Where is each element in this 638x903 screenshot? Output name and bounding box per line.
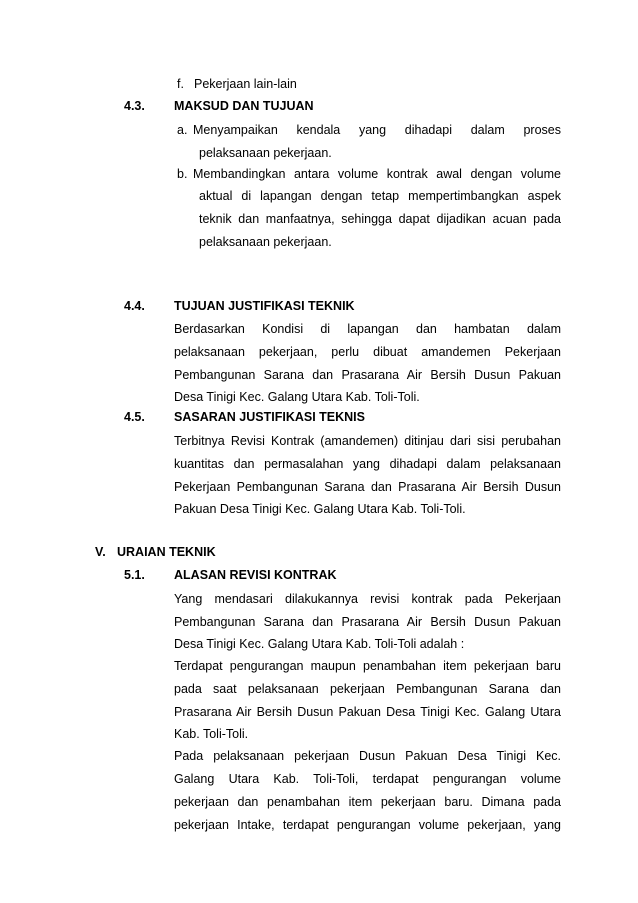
paragraph-5-1-b-line-2: pada saat pelaksanaan pekerjaan Pembangunan Sarana dan <box>174 682 561 696</box>
paragraph-4-5-line-4: Pakuan Desa Tinigi Kec. Galang Utara Kab. Toli-Toli. <box>174 502 466 516</box>
section-title-4-4: TUJUAN JUSTIFIKASI TEKNIK <box>174 299 355 313</box>
paragraph-4-4-line-4: Desa Tinigi Kec. Galang Utara Kab. Toli-Toli. <box>174 390 420 404</box>
section-number-4-5: 4.5. <box>124 410 145 424</box>
paragraph-4-4-line-3: Pembangunan Sarana dan Prasarana Air Bersih Dusun Pakuan <box>174 368 561 382</box>
section-title-5-1: ALASAN REVISI KONTRAK <box>174 568 337 582</box>
paragraph-4-5-line-1: Terbitnya Revisi Kontrak (amandemen) ditinjau dari sisi perubahan <box>174 434 561 448</box>
list-marker-b: b. <box>177 167 188 181</box>
paragraph-5-1-b-line-1: Terdapat pengurangan maupun penambahan item pekerjaan baru <box>174 659 561 673</box>
paragraph-4-4-line-1: Berdasarkan Kondisi di lapangan dan hambatan dalam <box>174 322 561 336</box>
list-item-b-line-3: teknik dan manfaatnya, sehingga dapat dijadikan acuan pada <box>199 212 561 226</box>
list-marker-a: a. <box>177 123 188 137</box>
chapter-title-v: URAIAN TEKNIK <box>117 545 216 559</box>
list-item-b-line-2: aktual di lapangan dengan tetap mempertimbangkan aspek <box>199 189 561 203</box>
chapter-number-v: V. <box>95 545 106 559</box>
paragraph-4-5-line-3: Pekerjaan Pembangunan Sarana dan Prasarana Air Bersih Dusun <box>174 480 561 494</box>
section-number-4-3: 4.3. <box>124 99 145 113</box>
paragraph-5-1-c-line-4: pekerjaan Intake, terdapat pengurangan volume pekerjaan, yang <box>174 818 561 832</box>
list-item-a-line-1: Menyampaikan kendala yang dihadapi dalam proses <box>193 123 561 137</box>
paragraph-5-1-a-line-2: Pembangunan Sarana dan Prasarana Air Bersih Dusun Pakuan <box>174 615 561 629</box>
section-number-5-1: 5.1. <box>124 568 145 582</box>
list-item-f-text: Pekerjaan lain-lain <box>194 77 297 91</box>
paragraph-5-1-c-line-1: Pada pelaksanaan pekerjaan Dusun Pakuan Desa Tinigi Kec. <box>174 749 561 763</box>
section-title-4-5: SASARAN JUSTIFIKASI TEKNIS <box>174 410 365 424</box>
paragraph-5-1-b-line-3: Prasarana Air Bersih Dusun Pakuan Desa Tinigi Kec. Galang Utara <box>174 705 561 719</box>
paragraph-5-1-c-line-3: pekerjaan dan penambahan item pekerjaan baru. Dimana pada <box>174 795 561 809</box>
paragraph-4-4-line-2: pelaksanaan pekerjaan, perlu dibuat amandemen Pekerjaan <box>174 345 561 359</box>
list-item-b-line-4: pelaksanaan pekerjaan. <box>199 235 332 249</box>
paragraph-4-5-line-2: kuantitas dan permasalahan yang dihadapi dalam pelaksanaan <box>174 457 561 471</box>
paragraph-5-1-c-line-2: Galang Utara Kab. Toli-Toli, terdapat pengurangan volume <box>174 772 561 786</box>
section-title-4-3: MAKSUD DAN TUJUAN <box>174 99 314 113</box>
list-item-b-line-1: Membandingkan antara volume kontrak awal dengan volume <box>193 167 561 181</box>
paragraph-5-1-a-line-3: Desa Tinigi Kec. Galang Utara Kab. Toli-Toli adalah : <box>174 637 465 651</box>
list-item-a-line-2: pelaksanaan pekerjaan. <box>199 146 332 160</box>
paragraph-5-1-a-line-1: Yang mendasari dilakukannya revisi kontrak pada Pekerjaan <box>174 592 561 606</box>
section-number-4-4: 4.4. <box>124 299 145 313</box>
paragraph-5-1-b-line-4: Kab. Toli-Toli. <box>174 727 249 741</box>
list-marker-f: f. <box>177 77 184 91</box>
